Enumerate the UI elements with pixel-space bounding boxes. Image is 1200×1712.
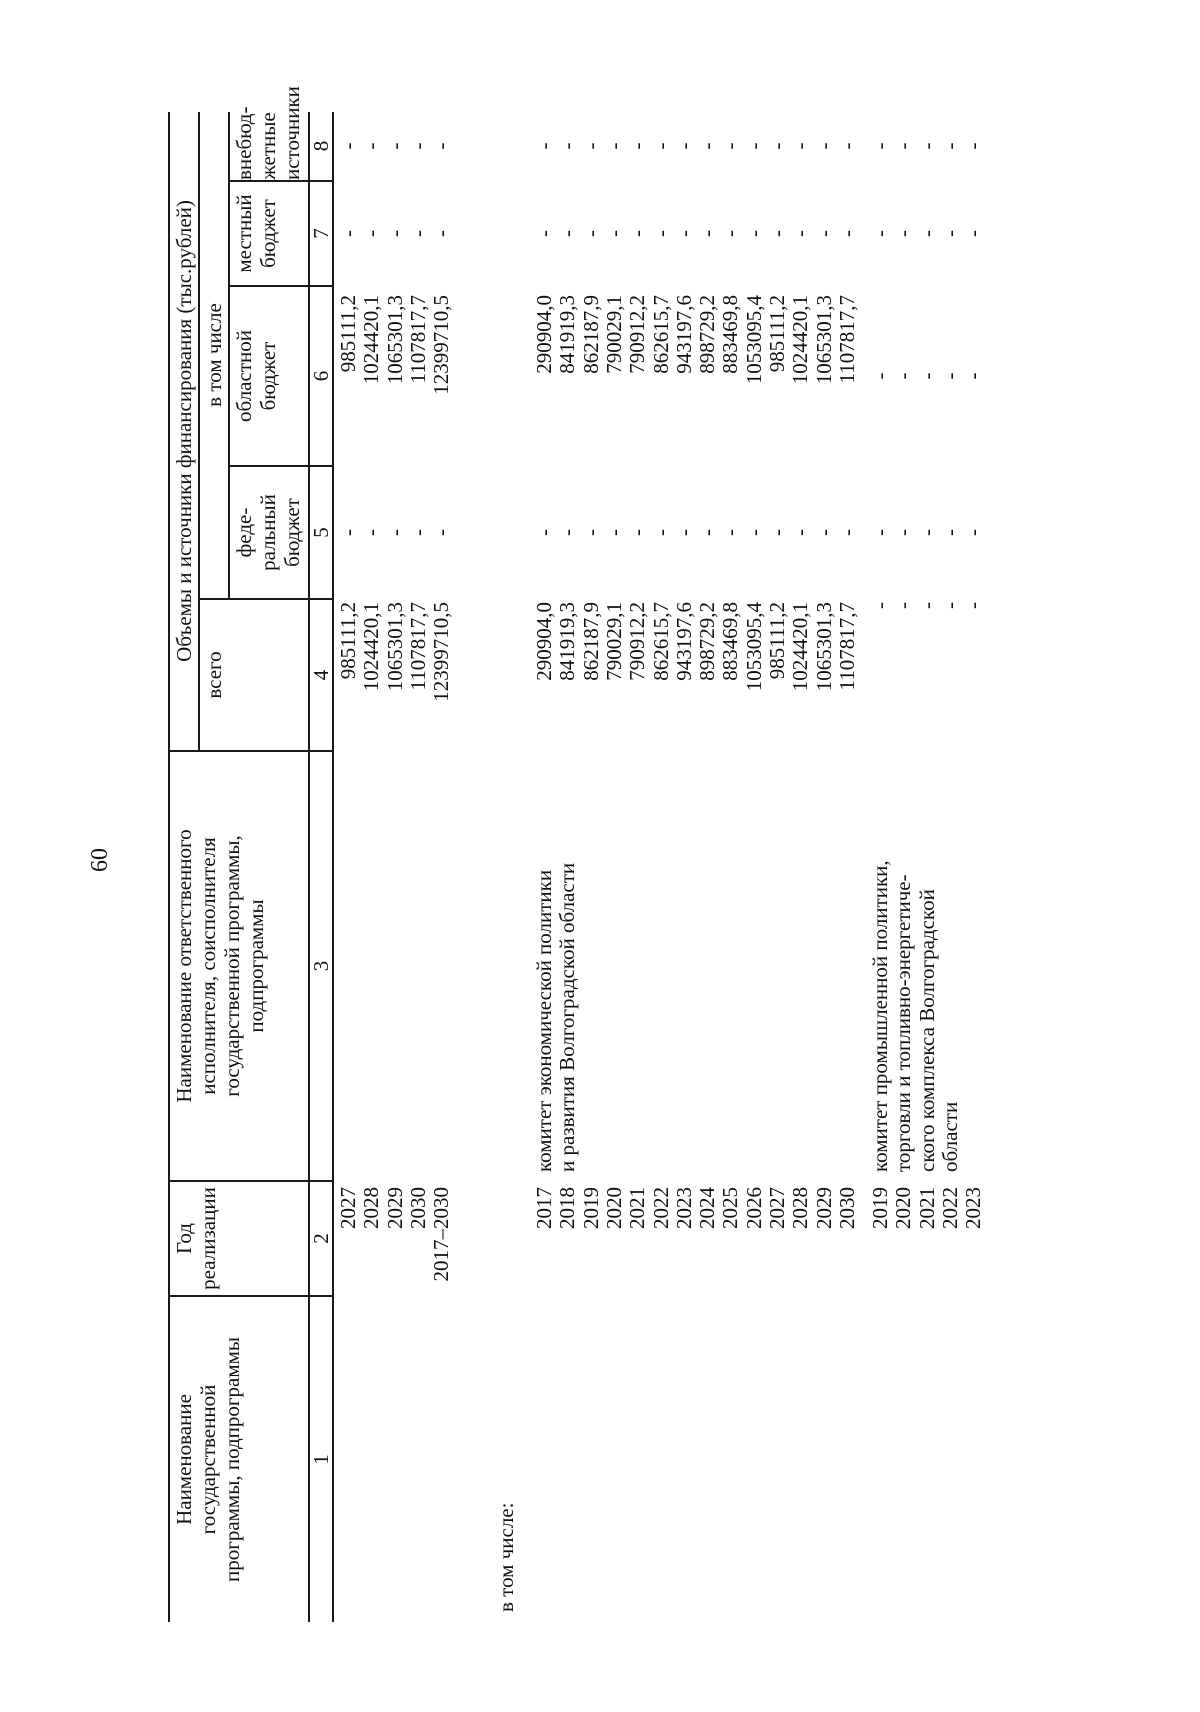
year-cell: 2029 xyxy=(382,1187,407,1229)
local-cell: - xyxy=(601,230,626,237)
federal-cell: - xyxy=(578,529,603,536)
total-cell: - xyxy=(891,602,916,609)
extra-cell: - xyxy=(429,142,454,150)
local-cell: - xyxy=(834,230,859,237)
federal-cell: - xyxy=(788,529,813,536)
federal-cell: - xyxy=(834,529,859,536)
local-cell: - xyxy=(695,230,720,237)
local-cell: - xyxy=(359,230,384,237)
total-cell: - xyxy=(868,602,892,609)
regional-cell: 1024420,1 xyxy=(359,295,384,385)
extra-cell: - xyxy=(671,142,696,150)
regional-cell: 1107817,7 xyxy=(834,295,859,384)
executor-text: торговли и топливно-энергетиче- xyxy=(891,874,916,1172)
group-header-line xyxy=(198,112,200,752)
total-cell: 943197,6 xyxy=(671,602,696,681)
regional-cell: 943197,6 xyxy=(671,295,696,374)
header-col1-line2: государственной xyxy=(196,1384,220,1535)
federal-cell: - xyxy=(429,529,454,536)
federal-cell: - xyxy=(601,529,626,536)
total-cell: 790029,1 xyxy=(601,602,626,681)
year-cell: 2018 xyxy=(555,1187,580,1229)
year-cell: 2024 xyxy=(695,1187,720,1229)
col-number: 2 xyxy=(309,1233,333,1244)
header-col1-line1: Наименование xyxy=(172,1394,196,1525)
extra-cell: - xyxy=(741,142,766,150)
extra-cell: - xyxy=(765,142,789,150)
total-cell: 985111,2 xyxy=(336,602,360,680)
including-label: в том числе: xyxy=(494,1502,518,1612)
federal-cell: - xyxy=(336,529,360,536)
header-local-line1: местный xyxy=(232,194,256,273)
executor-text: области xyxy=(937,1101,962,1172)
extra-cell: - xyxy=(868,142,892,150)
year-cell: 2017–2030 xyxy=(429,1187,454,1282)
regional-cell: 883469,8 xyxy=(718,295,743,374)
table-top-border xyxy=(168,112,170,1622)
year-cell: 2021 xyxy=(625,1187,650,1229)
total-cell: 12399710,5 xyxy=(429,602,454,702)
regional-cell: 985111,2 xyxy=(765,295,789,373)
federal-cell: - xyxy=(891,529,916,536)
regional-cell: 862187,9 xyxy=(578,295,603,374)
extra-cell: - xyxy=(961,142,986,150)
extra-cell: - xyxy=(532,142,556,150)
extra-cell: - xyxy=(695,142,720,150)
header-federal-line1: феде- xyxy=(232,507,256,558)
extra-cell: - xyxy=(625,142,650,150)
extra-cell: - xyxy=(555,142,580,150)
federal-cell: - xyxy=(382,529,407,536)
local-cell: - xyxy=(914,230,939,237)
year-cell: 2020 xyxy=(891,1187,916,1229)
local-cell: - xyxy=(336,230,360,237)
regional-cell: 898729,2 xyxy=(695,295,720,374)
total-cell: 1107817,7 xyxy=(405,602,430,691)
extra-cell: - xyxy=(601,142,626,150)
regional-cell: - xyxy=(891,372,916,380)
year-cell: 2028 xyxy=(788,1187,813,1229)
header-total: всего xyxy=(202,651,226,699)
local-cell: - xyxy=(961,230,986,237)
local-cell: - xyxy=(868,230,892,237)
regional-cell: 985111,2 xyxy=(336,295,360,373)
subgroup-header-line xyxy=(228,112,230,600)
total-cell: - xyxy=(914,602,939,609)
federal-cell: - xyxy=(718,529,743,536)
year-cell: 2027 xyxy=(336,1187,360,1229)
year-cell: 2030 xyxy=(834,1187,859,1229)
local-cell: - xyxy=(532,230,556,237)
total-cell: - xyxy=(937,602,962,609)
extra-cell: - xyxy=(788,142,813,150)
regional-cell: - xyxy=(937,372,962,380)
header-col3-line1: Наименование ответственного xyxy=(172,829,196,1103)
executor-text: комитет экономической политики xyxy=(532,869,556,1172)
header-col3-line3: государственной программы, xyxy=(220,835,244,1097)
extra-cell: - xyxy=(811,142,836,150)
year-cell: 2023 xyxy=(671,1187,696,1229)
extra-cell: - xyxy=(914,142,939,150)
local-cell: - xyxy=(718,230,743,237)
federal-cell: - xyxy=(359,529,384,536)
local-cell: - xyxy=(765,230,789,237)
total-cell: 985111,2 xyxy=(765,602,789,680)
regional-cell: 862615,7 xyxy=(648,295,673,374)
col-number: 8 xyxy=(309,140,333,152)
regional-cell: 790029,1 xyxy=(601,295,626,374)
federal-cell: - xyxy=(555,529,580,536)
col-number: 1 xyxy=(309,1454,333,1465)
total-cell: 1065301,3 xyxy=(382,602,407,692)
local-cell: - xyxy=(811,230,836,237)
local-cell: - xyxy=(741,230,766,237)
executor-text: и развития Волгоградской области xyxy=(555,862,580,1172)
col-number: 4 xyxy=(309,669,333,681)
regional-cell: 290904,0 xyxy=(532,295,556,374)
extra-cell: - xyxy=(382,142,407,150)
extra-cell: - xyxy=(834,142,859,150)
federal-cell: - xyxy=(868,529,892,536)
total-cell: 1024420,1 xyxy=(359,602,384,692)
total-cell: 1024420,1 xyxy=(788,602,813,692)
header-including: в том числе xyxy=(202,303,226,407)
total-cell: - xyxy=(961,602,986,609)
extra-cell: - xyxy=(648,142,673,150)
federal-cell: - xyxy=(671,529,696,536)
regional-cell: 841919,3 xyxy=(555,295,580,374)
federal-cell: - xyxy=(532,529,556,536)
year-cell: 2022 xyxy=(937,1187,962,1229)
header-col3-line4: подпрограммы xyxy=(244,899,268,1033)
local-cell: - xyxy=(648,230,673,237)
regional-cell: - xyxy=(914,372,939,380)
local-cell: - xyxy=(405,230,430,237)
executor-text: комитет промышленной политики, xyxy=(868,860,892,1172)
year-cell: 2019 xyxy=(578,1187,603,1229)
regional-cell: 12399710,5 xyxy=(429,295,454,395)
header-regional-line1: областной xyxy=(232,330,256,422)
federal-cell: - xyxy=(625,529,650,536)
header-col3-line2: исполнителя, соисполнителя xyxy=(196,837,220,1095)
regional-cell: 790912,2 xyxy=(625,295,650,374)
year-cell: 2022 xyxy=(648,1187,673,1229)
header-local-line2: бюджет xyxy=(256,199,280,268)
col-number: 5 xyxy=(309,527,333,538)
federal-cell: - xyxy=(405,529,430,536)
header-col2-line1: Год xyxy=(172,1223,196,1254)
year-cell: 2019 xyxy=(868,1187,892,1229)
header-extra-line2: жетные xyxy=(256,112,280,180)
col-number: 7 xyxy=(309,228,333,239)
year-cell: 2028 xyxy=(359,1187,384,1229)
federal-cell: - xyxy=(741,529,766,536)
extra-cell: - xyxy=(891,142,916,150)
year-cell: 2026 xyxy=(741,1187,766,1229)
header-financing-group: Объемы и источники финансирования (тыс.рублей) xyxy=(172,200,196,662)
year-cell: 2029 xyxy=(811,1187,836,1229)
federal-cell: - xyxy=(648,529,673,536)
extra-cell: - xyxy=(405,142,430,150)
regional-cell: 1065301,3 xyxy=(811,295,836,385)
col-number: 3 xyxy=(309,960,333,972)
local-cell: - xyxy=(578,230,603,237)
regional-cell: - xyxy=(961,372,986,380)
federal-cell: - xyxy=(961,529,986,536)
year-cell: 2030 xyxy=(405,1187,430,1229)
header-extra-line3: источники xyxy=(280,86,304,180)
extra-cell: - xyxy=(336,142,360,150)
header-federal-line2: ральный xyxy=(256,494,280,571)
total-cell: 862615,7 xyxy=(648,602,673,681)
header-regional-line2: бюджет xyxy=(256,341,280,411)
local-cell: - xyxy=(429,230,454,237)
extra-cell: - xyxy=(937,142,962,150)
federal-cell: - xyxy=(765,529,789,536)
local-cell: - xyxy=(555,230,580,237)
col-number: 6 xyxy=(309,370,333,382)
local-cell: - xyxy=(788,230,813,237)
total-cell: 790912,2 xyxy=(625,602,650,681)
total-cell: 883469,8 xyxy=(718,602,743,681)
header-col1-line3: программы, подпрограммы xyxy=(220,1336,244,1583)
federal-cell: - xyxy=(937,529,962,536)
extra-cell: - xyxy=(578,142,603,150)
year-cell: 2021 xyxy=(914,1187,939,1229)
regional-cell: 1024420,1 xyxy=(788,295,813,385)
total-cell: 1107817,7 xyxy=(834,602,859,691)
local-cell: - xyxy=(937,230,962,237)
header-col2-line2: реализации xyxy=(196,1187,220,1290)
regional-cell: 1065301,3 xyxy=(382,295,407,385)
federal-cell: - xyxy=(695,529,720,536)
year-cell: 2020 xyxy=(601,1187,626,1229)
extra-cell: - xyxy=(359,142,384,150)
header-extra-line1: внебюд- xyxy=(232,106,256,180)
total-cell: 290904,0 xyxy=(532,602,556,681)
executor-text: ского комплекса Волгоградской xyxy=(914,889,939,1172)
local-cell: - xyxy=(625,230,650,237)
local-cell: - xyxy=(671,230,696,237)
local-cell: - xyxy=(382,230,407,237)
extra-cell: - xyxy=(718,142,743,150)
federal-cell: - xyxy=(914,529,939,536)
total-cell: 898729,2 xyxy=(695,602,720,681)
local-cell: - xyxy=(891,230,916,237)
total-cell: 862187,9 xyxy=(578,602,603,681)
year-cell: 2027 xyxy=(765,1187,789,1229)
regional-cell: 1053095,4 xyxy=(741,295,766,385)
total-cell: 1053095,4 xyxy=(741,602,766,692)
year-cell: 2025 xyxy=(718,1187,743,1229)
total-cell: 1065301,3 xyxy=(811,602,836,692)
header-federal-line3: бюджет xyxy=(280,498,304,567)
federal-cell: - xyxy=(811,529,836,536)
regional-cell: - xyxy=(868,372,892,380)
page-number: 60 xyxy=(87,848,113,872)
year-cell: 2023 xyxy=(961,1187,986,1229)
total-cell: 841919,3 xyxy=(555,602,580,681)
regional-cell: 1107817,7 xyxy=(405,295,430,384)
year-cell: 2017 xyxy=(532,1187,556,1229)
